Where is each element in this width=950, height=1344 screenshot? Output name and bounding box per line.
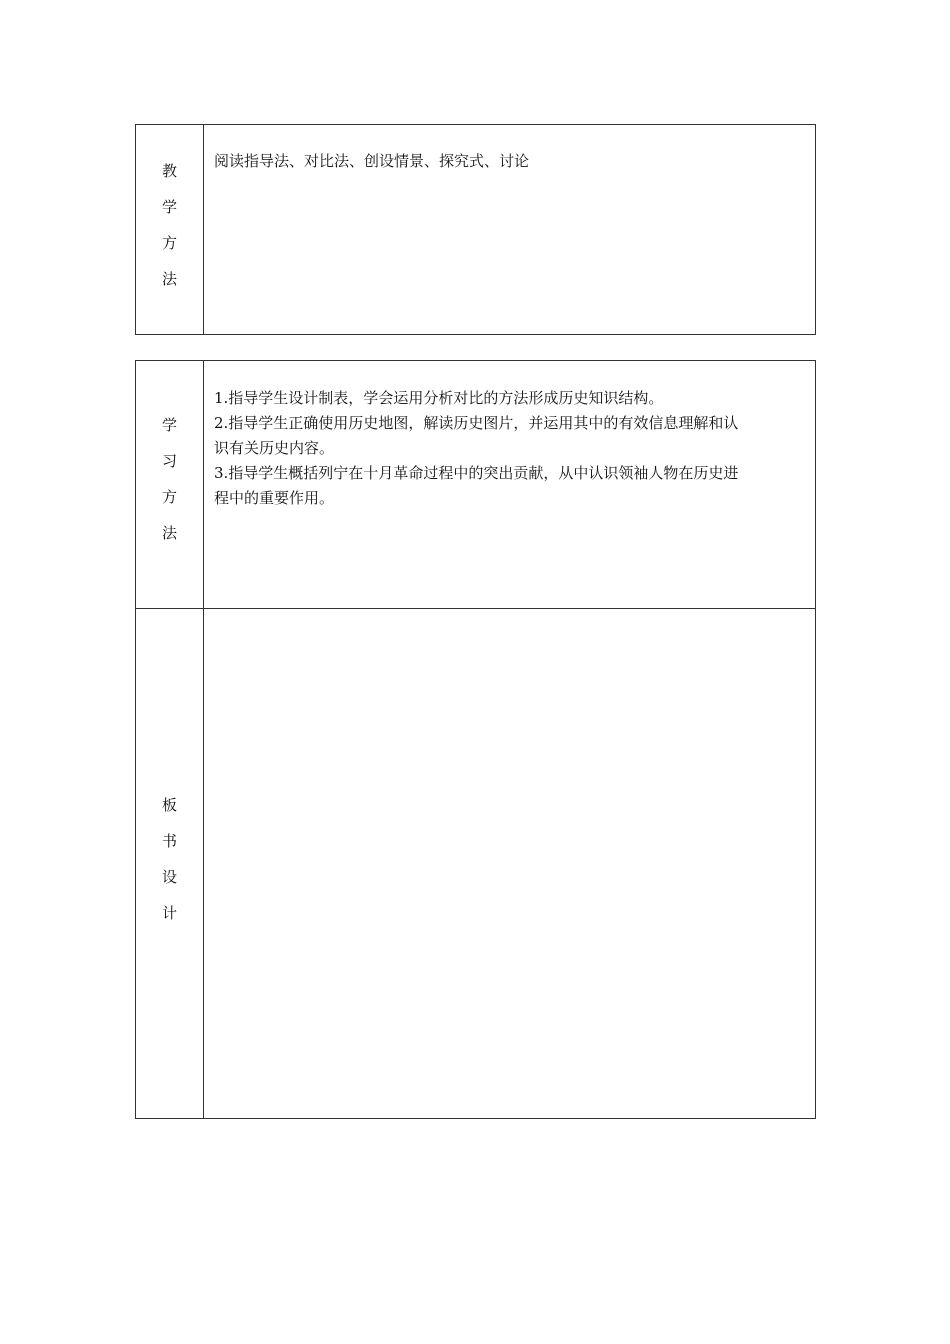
label-char: 学 [161, 416, 177, 434]
learning-method-content-cell [204, 361, 815, 609]
learning-method-label [136, 407, 203, 551]
learning-method-line: 3.指导学生概括列宁在十月革命过程中的突出贡献，从中认识领袖人物在历史进 [214, 464, 739, 482]
teaching-method-table [135, 124, 816, 335]
label-char: 板 [161, 796, 177, 814]
label-char: 方 [161, 488, 177, 506]
label-char: 设 [161, 868, 177, 886]
label-char: 法 [161, 270, 177, 288]
label-char: 教 [161, 162, 177, 180]
label-char: 计 [161, 904, 177, 922]
board-design-content-cell [204, 609, 815, 1118]
learning-board-table [135, 360, 816, 1119]
learning-method-row [136, 361, 815, 609]
label-char: 习 [161, 452, 177, 470]
learning-method-line: 2.指导学生正确使用历史地图，解读历史图片，并运用其中的有效信息理解和认 [214, 414, 739, 432]
teaching-method-row [136, 125, 815, 334]
teaching-method-text: 阅读指导法、对比法、创设情景、探究式、讨论 [214, 152, 530, 170]
learning-method-line: 1.指导学生设计制表，学会运用分析对比的方法形成历史知识结构。 [214, 389, 664, 407]
learning-method-line: 识有关历史内容。 [214, 439, 335, 457]
learning-method-label-cell [136, 361, 204, 609]
label-char: 学 [161, 198, 177, 216]
teaching-method-label-cell [136, 125, 204, 334]
board-design-row [136, 609, 815, 1118]
teaching-method-label [136, 153, 203, 297]
label-char: 法 [161, 524, 177, 542]
teaching-method-content-cell [204, 125, 815, 334]
label-char: 方 [161, 234, 177, 252]
board-design-label [136, 787, 203, 931]
learning-method-line: 程中的重要作用。 [214, 489, 335, 507]
board-design-label-cell [136, 609, 204, 1118]
label-char: 书 [161, 832, 177, 850]
